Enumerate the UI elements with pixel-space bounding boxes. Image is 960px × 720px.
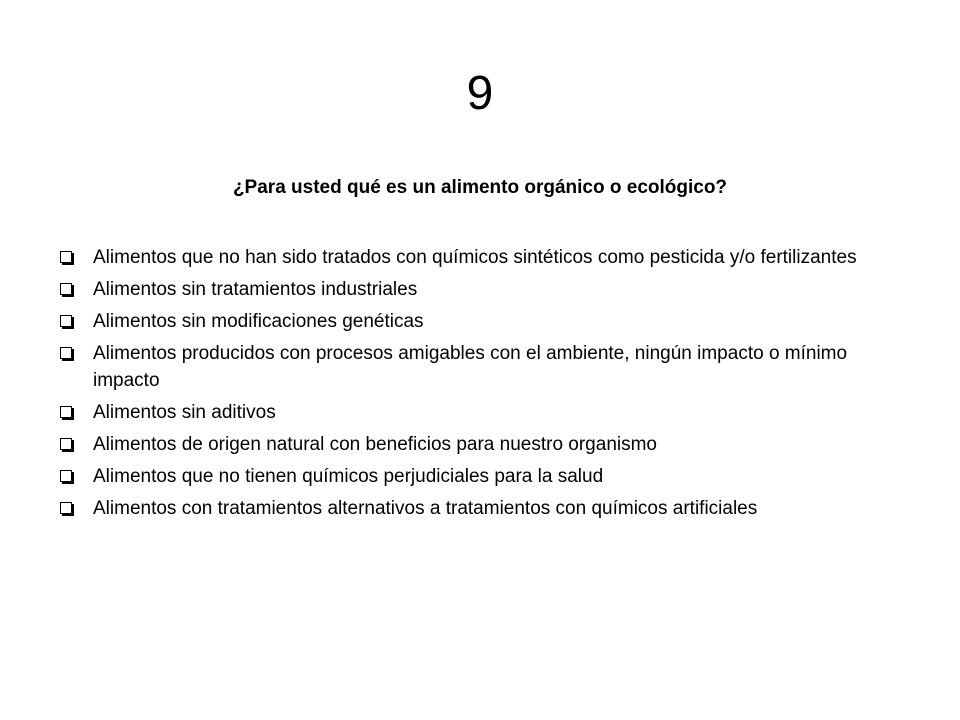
- checkbox-icon[interactable]: [60, 502, 72, 514]
- option-label: Alimentos sin modificaciones genéticas: [93, 311, 424, 332]
- checkbox-icon[interactable]: [60, 406, 72, 418]
- checkbox-icon[interactable]: [60, 315, 72, 327]
- checkbox-icon[interactable]: [60, 438, 72, 450]
- checkbox-icon[interactable]: [60, 347, 72, 359]
- option-item[interactable]: [56, 308, 916, 335]
- option-item[interactable]: [56, 463, 916, 490]
- option-label: Alimentos que no tienen químicos perjudiciales para la salud: [93, 466, 604, 487]
- checkbox-icon[interactable]: [60, 470, 72, 482]
- option-label: Alimentos con tratamientos alternativos a tratamientos con químicos artificiales: [93, 498, 758, 519]
- option-item[interactable]: [56, 399, 916, 426]
- option-label: Alimentos producidos con procesos amigables con el ambiente, ningún impacto o mínimo impacto: [93, 343, 848, 391]
- checkbox-icon[interactable]: [60, 283, 72, 295]
- option-item[interactable]: [56, 431, 916, 458]
- option-label: Alimentos de origen natural con beneficios para nuestro organismo: [93, 434, 657, 455]
- question-text: ¿Para usted qué es un alimento orgánico o ecológico?: [232, 177, 728, 198]
- option-label: Alimentos sin tratamientos industriales: [93, 279, 418, 300]
- options-list: [56, 244, 916, 527]
- option-item[interactable]: [56, 244, 916, 271]
- option-item[interactable]: [56, 340, 916, 394]
- checkbox-icon[interactable]: [60, 251, 72, 263]
- slide-title: 9: [466, 67, 494, 120]
- option-label: Alimentos que no han sido tratados con químicos sintéticos como pesticida y/o fertilizantes: [93, 247, 857, 268]
- option-item[interactable]: [56, 276, 916, 303]
- option-item[interactable]: [56, 495, 916, 522]
- option-label: Alimentos sin aditivos: [93, 402, 276, 423]
